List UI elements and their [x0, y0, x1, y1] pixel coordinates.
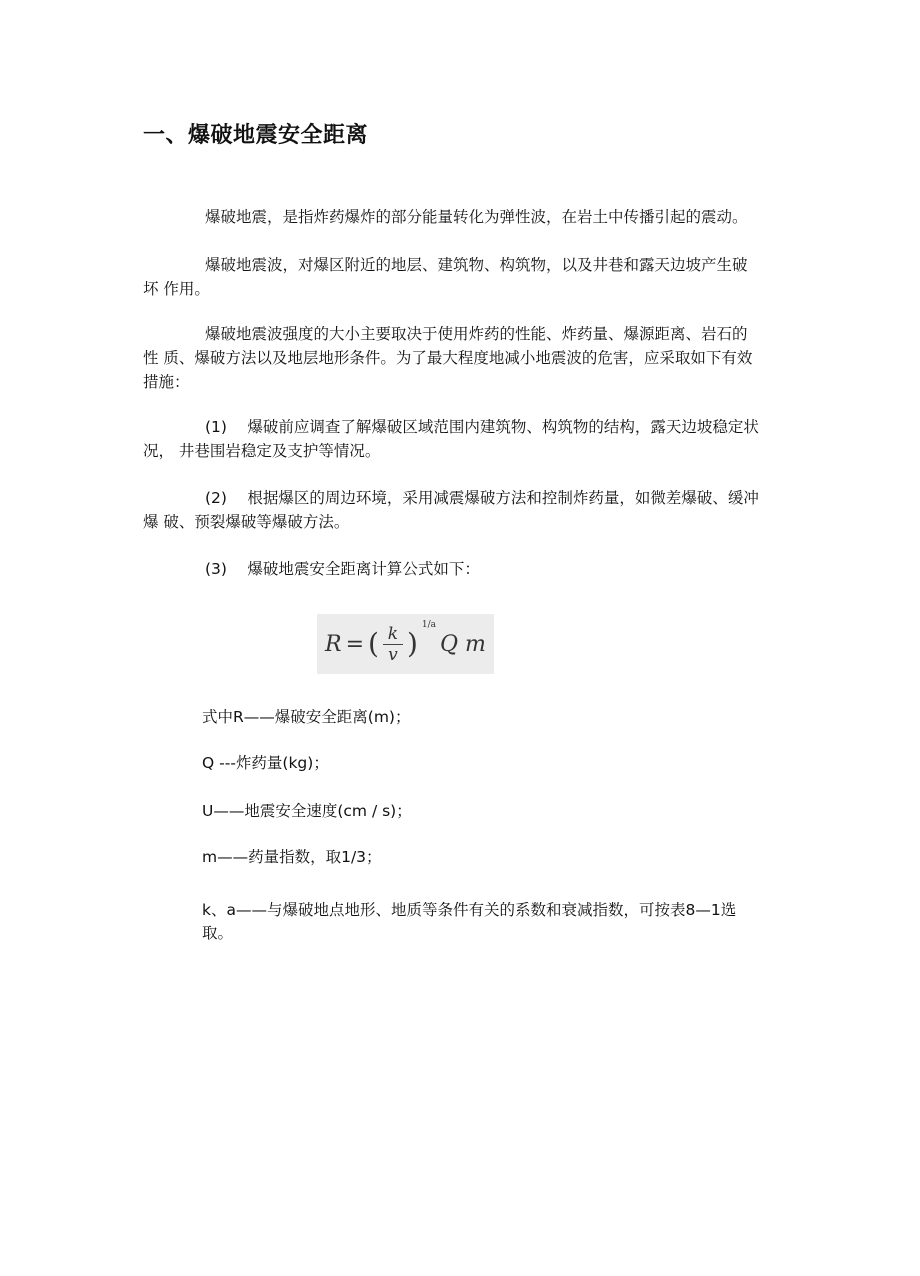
definition-line: 式中R——爆破安全距离(m)；: [202, 708, 411, 726]
paragraph-line: 性 质、爆破方法以及地层地形条件。为了最大程度地减小地震波的危害，应采取如下有效: [143, 349, 753, 367]
formula-tail: Q m: [440, 631, 486, 657]
paragraph-line: 爆 破、预裂爆破等爆破方法。: [143, 513, 350, 531]
paragraph-line: 爆破地震波强度的大小主要取决于使用炸药的性能、炸药量、爆源距离、岩石的: [205, 325, 748, 343]
formula-fraction: [383, 624, 403, 665]
paragraph-line: 爆破地震波，对爆区附近的地层、建筑物、构筑物，以及井巷和露天边坡产生破: [205, 256, 748, 274]
definition-line: m——药量指数，取1/3；: [202, 848, 382, 866]
formula-right-paren: ): [406, 627, 418, 660]
section-title: 一、爆破地震安全距离: [143, 123, 369, 148]
definition-line: k、a——与爆破地点地形、地质等条件有关的系数和衰减指数，可按表8—1选: [202, 901, 737, 919]
paragraph-line: (1) 爆破前应调查了解爆破区域范围内建筑物、构筑物的结构，露天边坡稳定状: [205, 418, 759, 436]
paragraph-line: 措施：: [143, 373, 190, 391]
paragraph-line: 爆破地震，是指炸药爆炸的部分能量转化为弹性波，在岩土中传播引起的震动。: [205, 208, 748, 226]
paragraph-line: (2) 根据爆区的周边环境，采用减震爆破方法和控制炸药量，如微差爆破、缓冲: [205, 489, 759, 507]
formula-eq: =: [345, 631, 365, 657]
paragraph-line: (3) 爆破地震安全距离计算公式如下：: [205, 560, 480, 578]
definition-line: 取。: [202, 924, 234, 942]
paragraph-line: 坏 作用。: [143, 280, 210, 298]
formula-left-paren: (: [368, 627, 379, 660]
formula-lhs: R: [325, 631, 342, 657]
formula-numerator: k: [387, 623, 399, 644]
definition-line: U——地震安全速度(cm / s)；: [202, 802, 412, 820]
formula-denominator: v: [388, 644, 398, 665]
formula-exponent: 1/a: [421, 620, 437, 630]
formula-image: [317, 614, 494, 674]
paragraph-line: 况， 井巷围岩稳定及支护等情况。: [143, 442, 381, 460]
definition-line: Q ---炸药量(kg)；: [202, 754, 329, 772]
